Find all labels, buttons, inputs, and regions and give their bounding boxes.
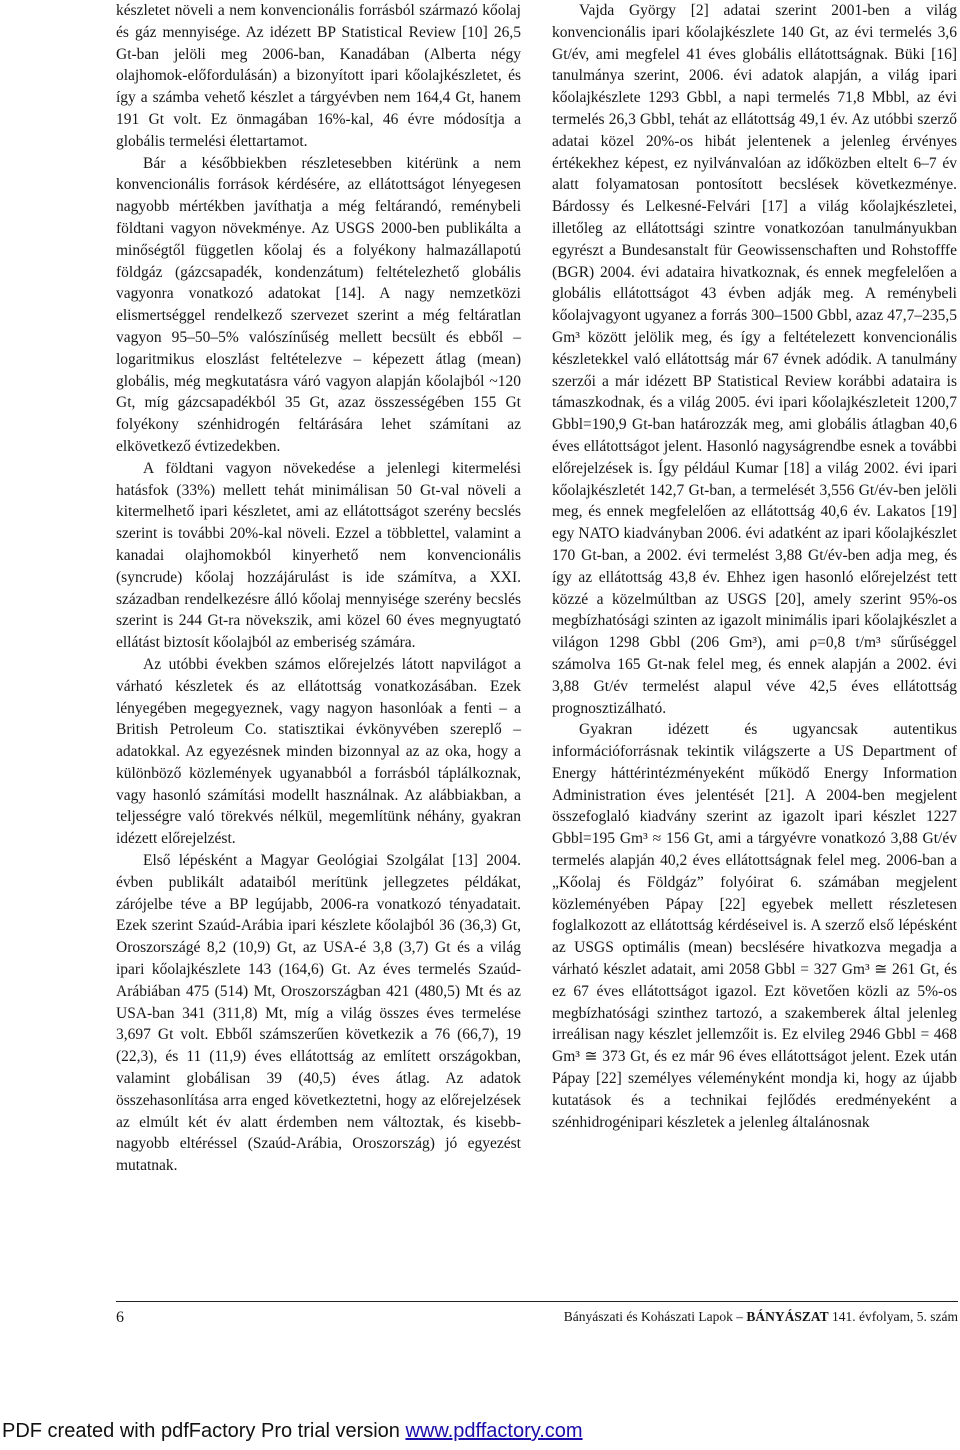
journal-reference (564, 1309, 958, 1325)
paragraph-4: Az utóbbi években számos előrejelzés látott napvilágot a várható készletek és az ellátottság vonatkozásában. Ezek lényegében megegyeznek, vagy nagyon hasonlóak a fenti – a British Petroleum Co. statisztikai évkönyvében szereplő – adatokkal. Az egyezésnek minden bizonnyal az az oka, hogy a különböző közlemények ugyanabból a forrásból táplálkoznak, vagy hasonló számítási modellt használnak. Az alábbiakban, a teljességre való törekvés nélkül, megemlítünk néhány, gyakran idézett előrejelzést. (116, 655, 521, 848)
paragraph-7: Gyakran idézett és ugyancsak autentikus információforrásnak tekintik világszerte a US Department of Energy háttérintézményeként működő Energy Information Administration éves jelentését [21]. A 2004-ben megjelent összefoglaló kiadvány szerint az igazolt ipari készlet 1227 Gbbl=195 Gm³ ≈ 156 Gt, ami a tárgyévre vonatkozó 3,88 Gt/év termelés alapján 40,2 éves ellátottságnak felel meg. 2006-ban a „Kőolaj és Földgáz” folyóirat 6. számában megjelent közleményében Pápay [22] egyebek mellett részletesen foglalkozott az ellátottság kérdéseivel is. A szerző első lépésként az USGS optimális (mean) becslésére hivatkozva megadja a várható készlet adatait, ami 2058 Gbbl = 327 Gm³ ≅ 261 Gt, és ez 67 éves ellátottságot igazol. Ezt követően közli az 5%-os megbízhatósági szinthez tartozó, a szakemberek által jelenleg irreálisan nagy készlet jellemzőit is. Ez elvileg 2946 Gbbl = 468 Gm³ ≅ 373 Gt, és ez már 96 éves ellátottságot jelent. Ezek után Pápay [22] személyes véleményként mondja ki, hogy az újabb kutatások és a technikai fejlődés eredményeként a szénhidrogénipari készletek a jelenleg általánosnak (552, 721, 957, 1131)
pdf-creator-banner (2, 1420, 583, 1443)
journal-issue: 141. évfolyam, 5. szám (828, 1309, 958, 1324)
journal-prefix: Bányászati és Kohászati Lapok – (563, 1309, 747, 1324)
pdffactory-link[interactable]: www.pdffactory.com (405, 1420, 583, 1442)
journal-name: BÁNYÁSZAT (746, 1309, 829, 1324)
paragraph-5: Első lépésként a Magyar Geológiai Szolgálat [13] 2004. évben publikált adataiból merítünk jellegzetes példákat, zárójelbe téve a BP legújabb, 2006-ra vonatkozó tényadatait. Ezek szerint Szaúd-Arábia ipari készlete kőolajból 36 (36,3) Gt, Oroszországé 8,2 (10,9) Gt, az USA-é 3,8 (3,7) Gt és a világ ipari kőolajkészlete 143 (164,6) Gt. Az éves termelés Szaúd-Arábiában 475 (514) Mt, Oroszországban 421 (480,5) Mt és az USA-ban 341 (311,8) Mt, míg a világ összes éves termelése 3,697 Gt volt. Ebből számszerűen következik a 76 (66,7), 19 (22,3), és 11 (11,9) éves ellátottság az említett országokban, valamint globálisan 39 (40,5) éves átlag. Az adatok összehasonlítása arra enged következtetni, hogy az előrejelzések az elmúlt két év alatt érdemben nem változtak, és kisebb-nagyobb eltéréssel (Szaúd-Arábia, Oroszország) jó egyezést mutatnak. (116, 852, 521, 1175)
footer-divider (116, 1301, 958, 1302)
right-column (552, 0, 957, 1133)
left-column (116, 0, 521, 1177)
paragraph-3: A földtani vagyon növekedése a jelenlegi kitermelési hatásfok (33%) mellett tehát minimálisan 50 Gt-val növeli a kitermelhető ipari készletet, ami az ellátottságot szerény becslés szerint is további 20%-kal növeli. Ezzel a többlettel, valamint a kanadai olajhomokból kinyerhető nem konvencionális (syncrude) kőolaj hozzájárulást is ide számítva, a XXI. században rendelkezésre álló kőolaj mennyisége szerény becslés szerint is 244 Gt-ra növekszik, ami közel 60 éves megnyugtató ellátást biztosít kőolajból az emberiség számára. (116, 459, 521, 652)
paragraph-2: Bár a későbbiekben részletesebben kitérünk a nem konvencionális források kérdésére, az ellátottságot lényegesen nagyobb mértékben javíthatja a még feltárandó, reménybeli földtani vagyon növekménye. Az USGS 2000-ben publikálta a minőségtől független kőolaj és a folyékony halmazállapotú földgáz (gázcsapadék, kondenzátum) feltételezhető globális vagyonra vonatkozó adatokat [14]. A nagy nemzetközi elismertséggel rendelkező szervezet szerint a még feltáratlan vagyon 95–50–5% valószínűség mellett becsült és ebből – logaritmikus eloszlást feltételezve – képezett átlag (mean) globális, még megkutatásra váró vagyon alapján kőolajból ~120 Gt, míg gázcsapadékból 35 Gt, azaz összességében 155 Gt folyékony szénhidrogén feltárására lehet számítani az elkövetkező évtizedekben. (116, 154, 521, 455)
page-number: 6 (116, 1309, 124, 1326)
pdf-banner-text: PDF created with pdfFactory Pro trial version (2, 1420, 406, 1442)
paragraph-1: készletet növeli a nem konvencionális forrásból származó kőolaj és gáz mennyisége. Az idézett BP Statistical Review [10] 26,5 Gt-ban jelöli meg 2006-ban, Kanadában (Alberta négy olajhomok-előfordulásán) a bizonyított ipari kőolajkészletet, és így a számba vehető készlet a tárgyévben nem 164,4 Gt, hanem 191 Gt volt. Ez önmagában 16%-kal, 46 évre módosítja a globális termelési élettartamot. (116, 2, 521, 150)
paragraph-6: Vajda György [2] adatai szerint 2001-ben a világ konvencionális ipari kőolajkészlete 140 Gt, az évi termelés 3,6 Gt/év, ami megfelel 41 éves globális ellátottságnak. Büki [16] tanulmánya szerint, 2006. évi adatok alapján, a világ ipari kőolajkészlete 1293 Gbbl, a napi termelés 71,8 Mbbl, az évi termelés 26,3 Gbbl, tehát az ellátottság 49,1 év. Az utóbbi szerző adatai közel 20%-os hibát jelentenek a jelenleg érvényes értékekhez képest, ez nyilvánvalóan az időközben eltelt 6–7 év alatt folyamatosan pontosított becslések következménye. Bárdossy és Lelkesné-Felvári [17] a világ kőolajkészletei, illetőleg az ellátottsági szintre vonatkozóan tanulmányukban egyrészt a Bundesanstalt für Geowissenschaften und Rohstofffe (BGR) 2004. évi adataira hivatkoznak, és ennek megfelelően a globális ellátottságot 43 évben adják meg. A reménybeli kőolajvagyont ugyanez a forrás 300–1500 Gbbl, azaz 47,7–235,5 Gm³ között jelölik meg, és így a feltételezett konvencionális készletekkel való ellátottság már 67 évnek adódik. A tanulmány szerzői a már idézett BP Statistical Review korábbi adataira is támaszkodnak, és a világ 2005. évi ipari kőolajkészleteit 1200,7 Gbbl=190,9 Gt-ban határozzák meg, ami globális átlagban 40,6 éves ellátottságot jelent. Hasonló nagyságrendbe esnek a további előrejelzések is. Így például Kumar [18] a világ 2002. évi ipari kőolajkészletét 142,7 Gt-ban, a termelését 3,556 Gt/év-ben jelöli meg, és ennek megfelelően az ellátottság 40,6 év. Lakatos [19] egy NATO kiadványban 2006. évi adatként az ipari kőolajkészlet 170 Gt-ban, a 2002. évi termelést 3,88 Gt/év-ben adja meg, és így az ellátottság 43,8 év. Ehhez igen hasonló előrejelzést tett közzé a közelmúltban az USGS [20], amely szerint 95%-os megbízhatósági szinten az igazolt minimális ipari kőolajkészlet a világon 1298 Gbbl (206 Gm³), ami ρ=0,8 t/m³ sűrűséggel számolva 165 Gt-nak felel meg, és ennek alapján a 2002. évi 3,88 Gt/év termelést alapul véve 42,5 éves ellátottság prognosztizálható. (552, 2, 957, 717)
